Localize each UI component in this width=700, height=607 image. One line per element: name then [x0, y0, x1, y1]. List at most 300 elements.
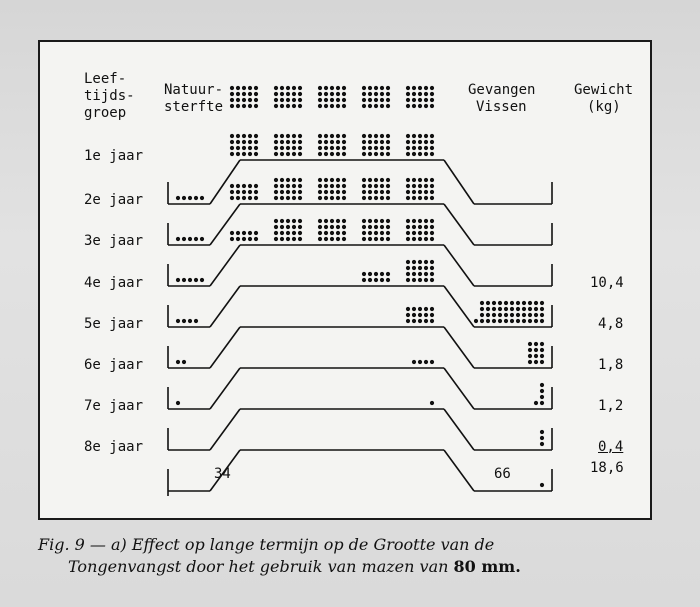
stock-dot	[280, 140, 284, 144]
stock-dot	[424, 134, 428, 138]
caption-line-1: Fig. 9 — a) Effect op lange termijn op de Grootte van de	[38, 535, 495, 554]
stock-dot	[380, 104, 384, 108]
caught-fish-dot	[534, 348, 538, 352]
stock-dot	[406, 190, 410, 194]
natural-death-dot	[176, 360, 180, 364]
stock-dot	[368, 278, 372, 282]
caught-fish-dot	[498, 301, 502, 305]
stock-dot	[374, 134, 378, 138]
stock-dot	[330, 196, 334, 200]
row-label: 7e jaar	[84, 398, 144, 414]
caught-fish-dot	[540, 342, 544, 346]
row-divider	[210, 409, 240, 450]
caught-fish-dot	[534, 354, 538, 358]
stock-dot	[362, 184, 366, 188]
stock-dot	[336, 98, 340, 102]
stock-dot	[336, 140, 340, 144]
stock-dot	[274, 140, 278, 144]
stock-dot	[424, 146, 428, 150]
row-divider	[444, 368, 474, 409]
stock-dot	[424, 104, 428, 108]
stock-dot	[430, 86, 434, 90]
stock-dot	[318, 140, 322, 144]
stock-dot	[330, 140, 334, 144]
row-label: 2e jaar	[84, 192, 144, 208]
stock-dot	[380, 98, 384, 102]
stock-dot	[342, 190, 346, 194]
stock-dot	[430, 190, 434, 194]
stock-dot	[430, 266, 434, 270]
row-divider	[210, 204, 240, 245]
stock-dot	[412, 134, 416, 138]
stock-dot	[242, 231, 246, 235]
stock-dot	[236, 98, 240, 102]
stock-dot	[274, 92, 278, 96]
stock-dot	[248, 134, 252, 138]
stock-dot	[292, 146, 296, 150]
stock-dot	[274, 184, 278, 188]
stock-dot	[374, 178, 378, 182]
stock-dot	[424, 190, 428, 194]
stock-dot	[424, 266, 428, 270]
stock-dot	[386, 225, 390, 229]
stock-dot	[418, 260, 422, 264]
stock-dot	[274, 178, 278, 182]
stock-dot	[418, 313, 422, 317]
stock-dot	[254, 134, 258, 138]
stock-dot	[274, 219, 278, 223]
stock-dot	[362, 104, 366, 108]
stock-dot	[412, 140, 416, 144]
stock-dot	[318, 184, 322, 188]
stock-dot	[292, 190, 296, 194]
stock-dot	[330, 225, 334, 229]
stock-dot	[430, 152, 434, 156]
stock-dot	[412, 266, 416, 270]
stock-dot	[418, 178, 422, 182]
stock-dot	[298, 231, 302, 235]
stock-dot	[286, 86, 290, 90]
stock-dot	[418, 152, 422, 156]
stock-dot	[330, 134, 334, 138]
stock-dot	[362, 231, 366, 235]
header-caught-2: Vissen	[476, 99, 527, 115]
caught-fish-dot	[534, 307, 538, 311]
stock-dot	[230, 134, 234, 138]
natural-death-dot	[188, 319, 192, 323]
stock-dot	[342, 104, 346, 108]
caught-fish-dot	[516, 301, 520, 305]
stock-dot	[280, 86, 284, 90]
stock-dot	[242, 86, 246, 90]
stock-dot	[368, 237, 372, 241]
stock-dot	[430, 360, 434, 364]
stock-dot	[286, 190, 290, 194]
stock-dot	[242, 184, 246, 188]
stock-dot	[430, 401, 434, 405]
caught-fish-dot	[534, 319, 538, 323]
stock-dot	[274, 104, 278, 108]
stock-dot	[362, 178, 366, 182]
stock-dot	[424, 140, 428, 144]
stock-dot	[374, 146, 378, 150]
stock-dot	[342, 219, 346, 223]
stock-dot	[274, 231, 278, 235]
row-label: 5e jaar	[84, 316, 144, 332]
stock-dot	[424, 152, 428, 156]
stock-dot	[298, 140, 302, 144]
stock-dot	[430, 184, 434, 188]
caught-fish-dot	[480, 319, 484, 323]
natural-death-dot	[182, 278, 186, 282]
stock-dot	[336, 134, 340, 138]
stock-dot	[386, 86, 390, 90]
stock-dot	[424, 272, 428, 276]
caught-fish-dot	[540, 348, 544, 352]
caught-fish-dot	[528, 319, 532, 323]
stock-dot	[254, 237, 258, 241]
natural-death-dot	[200, 237, 204, 241]
stock-dot	[386, 272, 390, 276]
stock-dot	[412, 360, 416, 364]
stock-dot	[248, 196, 252, 200]
stock-dot	[280, 92, 284, 96]
stock-dot	[342, 92, 346, 96]
stock-dot	[274, 98, 278, 102]
stock-dot	[424, 307, 428, 311]
stock-dot	[236, 231, 240, 235]
caught-fish-dot	[528, 342, 532, 346]
caught-fish-dot	[540, 307, 544, 311]
caught-fish-dot	[492, 319, 496, 323]
stock-dot	[362, 272, 366, 276]
natural-death-dot	[188, 237, 192, 241]
caught-fish-dot	[540, 430, 544, 434]
stock-dot	[298, 225, 302, 229]
stock-dot	[336, 104, 340, 108]
stock-dot	[280, 152, 284, 156]
stock-dot	[418, 190, 422, 194]
natural-death-dot	[188, 196, 192, 200]
stock-dot	[324, 184, 328, 188]
row-label: 1e jaar	[84, 148, 144, 164]
stock-dot	[386, 134, 390, 138]
row-label: 4e jaar	[84, 275, 144, 291]
caption-line-2-text: Tongenvangst door het gebruik van mazen van	[68, 557, 454, 576]
stock-dot	[418, 196, 422, 200]
caught-fish-dot	[504, 301, 508, 305]
stock-dot	[324, 231, 328, 235]
stock-dot	[236, 92, 240, 96]
stock-dot	[424, 219, 428, 223]
stock-dot	[412, 196, 416, 200]
stock-dot	[330, 146, 334, 150]
stock-dot	[330, 152, 334, 156]
stock-dot	[280, 178, 284, 182]
stock-dot	[386, 178, 390, 182]
stock-dot	[254, 152, 258, 156]
stock-dot	[318, 86, 322, 90]
stock-dot	[298, 219, 302, 223]
stock-dot	[342, 231, 346, 235]
stock-dot	[424, 260, 428, 264]
stock-dot	[430, 231, 434, 235]
caught-fish-dot	[528, 301, 532, 305]
stock-dot	[424, 231, 428, 235]
natural-death-dot	[182, 360, 186, 364]
stock-dot	[424, 86, 428, 90]
stock-dot	[330, 184, 334, 188]
stock-dot	[380, 219, 384, 223]
stock-dot	[280, 104, 284, 108]
stock-dot	[248, 104, 252, 108]
stock-dot	[380, 146, 384, 150]
stock-dot	[412, 225, 416, 229]
stock-dot	[324, 225, 328, 229]
stock-dot	[230, 231, 234, 235]
caught-fish-dot	[522, 313, 526, 317]
stock-dot	[362, 134, 366, 138]
stock-dot	[362, 86, 366, 90]
stock-dot	[330, 178, 334, 182]
stock-dot	[368, 231, 372, 235]
stock-dot	[412, 152, 416, 156]
stock-dot	[406, 146, 410, 150]
stock-dot	[374, 140, 378, 144]
stock-dot	[324, 196, 328, 200]
stock-dot	[386, 190, 390, 194]
stock-dot	[286, 92, 290, 96]
stock-dot	[424, 225, 428, 229]
stock-dot	[406, 231, 410, 235]
header-natural-2: sterfte	[164, 99, 224, 115]
stock-dot	[236, 184, 240, 188]
row-label: 3e jaar	[84, 233, 144, 249]
stock-dot	[342, 140, 346, 144]
stock-dot	[374, 184, 378, 188]
stock-dot	[406, 98, 410, 102]
stock-dot	[406, 313, 410, 317]
caught-fish-dot	[498, 319, 502, 323]
stock-dot	[242, 237, 246, 241]
stock-dot	[418, 225, 422, 229]
stock-dot	[274, 225, 278, 229]
stock-dot	[406, 104, 410, 108]
stock-dot	[342, 86, 346, 90]
caught-fish-dot	[528, 348, 532, 352]
natural-death-dot	[194, 237, 198, 241]
stock-dot	[292, 231, 296, 235]
stock-dot	[242, 104, 246, 108]
row-divider	[210, 368, 240, 409]
stock-dot	[342, 146, 346, 150]
stock-dot	[368, 272, 372, 276]
stock-dot	[342, 196, 346, 200]
stock-dot	[230, 184, 234, 188]
natural-death-dot	[200, 278, 204, 282]
stock-dot	[380, 92, 384, 96]
stock-dot	[330, 190, 334, 194]
stock-dot	[418, 86, 422, 90]
stock-dot	[374, 104, 378, 108]
natural-death-dot	[200, 196, 204, 200]
stock-dot	[406, 196, 410, 200]
stock-dot	[406, 237, 410, 241]
stock-dot	[254, 184, 258, 188]
stock-dot	[336, 231, 340, 235]
stock-dot	[368, 184, 372, 188]
stock-dot	[374, 190, 378, 194]
stock-dot	[318, 219, 322, 223]
caught-fish-dot	[528, 307, 532, 311]
stock-dot	[342, 134, 346, 138]
stock-dot	[286, 104, 290, 108]
stock-dot	[424, 360, 428, 364]
stock-dot	[412, 260, 416, 264]
stock-dot	[254, 146, 258, 150]
stock-dot	[242, 92, 246, 96]
natural-death-dot	[194, 319, 198, 323]
stock-dot	[336, 237, 340, 241]
caught-fish-dot	[540, 389, 544, 393]
stock-dot	[368, 225, 372, 229]
stock-dot	[406, 272, 410, 276]
stock-dot	[430, 260, 434, 264]
stock-dot	[298, 190, 302, 194]
stock-dot	[318, 190, 322, 194]
stock-dot	[386, 231, 390, 235]
stock-dot	[362, 237, 366, 241]
stock-dot	[318, 225, 322, 229]
stock-dot	[324, 219, 328, 223]
stock-dot	[380, 152, 384, 156]
natural-death-dot	[194, 196, 198, 200]
stock-dot	[254, 86, 258, 90]
stock-dot	[406, 134, 410, 138]
stock-dot	[412, 104, 416, 108]
stock-dot	[330, 231, 334, 235]
stock-dot	[318, 104, 322, 108]
stock-dot	[254, 190, 258, 194]
caught-fish-dot	[522, 307, 526, 311]
stock-dot	[298, 86, 302, 90]
stock-dot	[368, 190, 372, 194]
row-divider	[444, 160, 474, 204]
stock-dot	[242, 146, 246, 150]
stock-dot	[380, 278, 384, 282]
natural-death-dot	[176, 196, 180, 200]
stock-dot	[368, 152, 372, 156]
stock-dot	[380, 140, 384, 144]
stock-dot	[324, 190, 328, 194]
stock-dot	[430, 98, 434, 102]
stock-dot	[242, 152, 246, 156]
row-divider	[444, 409, 474, 450]
stock-dot	[406, 219, 410, 223]
stock-dot	[374, 86, 378, 90]
stock-dot	[418, 307, 422, 311]
stock-dot	[280, 134, 284, 138]
weight-value: 4,8	[598, 316, 624, 332]
stock-dot	[368, 178, 372, 182]
stock-dot	[368, 92, 372, 96]
stock-dot	[324, 237, 328, 241]
stock-dot	[368, 86, 372, 90]
caught-fish-dot	[516, 319, 520, 323]
stock-dot	[318, 231, 322, 235]
stock-dot	[386, 146, 390, 150]
figure-caption	[38, 534, 668, 578]
caught-fish-dot	[540, 436, 544, 440]
caught-fish-dot	[516, 313, 520, 317]
stock-dot	[362, 92, 366, 96]
caught-fish-dot	[534, 360, 538, 364]
stock-dot	[406, 184, 410, 188]
stock-dot	[430, 278, 434, 282]
stock-dot	[286, 219, 290, 223]
stock-dot	[280, 219, 284, 223]
stock-dot	[254, 196, 258, 200]
row-divider	[210, 327, 240, 368]
stock-dot	[280, 231, 284, 235]
stock-dot	[318, 146, 322, 150]
stock-dot	[386, 278, 390, 282]
row-divider	[444, 327, 474, 368]
header-age-group-2: tijds-	[84, 88, 135, 104]
stock-dot	[330, 104, 334, 108]
stock-dot	[418, 92, 422, 96]
stock-dot	[324, 178, 328, 182]
stock-dot	[336, 196, 340, 200]
stock-dot	[406, 140, 410, 144]
stock-dot	[418, 319, 422, 323]
stock-dot	[412, 146, 416, 150]
stock-dot	[406, 225, 410, 229]
stock-dot	[412, 319, 416, 323]
stock-dot	[386, 196, 390, 200]
stock-dot	[292, 98, 296, 102]
stock-dot	[242, 196, 246, 200]
caught-fish-dot	[510, 307, 514, 311]
stock-dot	[362, 140, 366, 144]
stock-dot	[286, 196, 290, 200]
stock-dot	[254, 104, 258, 108]
stock-dot	[418, 237, 422, 241]
stock-dot	[368, 196, 372, 200]
stock-dot	[406, 307, 410, 311]
stock-dot	[324, 86, 328, 90]
row-label: 8e jaar	[84, 439, 144, 455]
stock-dot	[292, 196, 296, 200]
stock-dot	[374, 278, 378, 282]
stock-dot	[424, 319, 428, 323]
stock-dot	[248, 237, 252, 241]
stock-dot	[430, 92, 434, 96]
caught-fish-dot	[540, 354, 544, 358]
stock-dot	[280, 196, 284, 200]
stock-dot	[418, 360, 422, 364]
stock-dot	[342, 98, 346, 102]
stock-dot	[274, 190, 278, 194]
stock-dot	[342, 184, 346, 188]
stock-dot	[430, 225, 434, 229]
stock-dot	[418, 272, 422, 276]
stock-dot	[230, 140, 234, 144]
stock-dot	[430, 219, 434, 223]
caught-fish-dot	[492, 301, 496, 305]
stock-dot	[424, 196, 428, 200]
total-natural: 34	[214, 466, 231, 482]
